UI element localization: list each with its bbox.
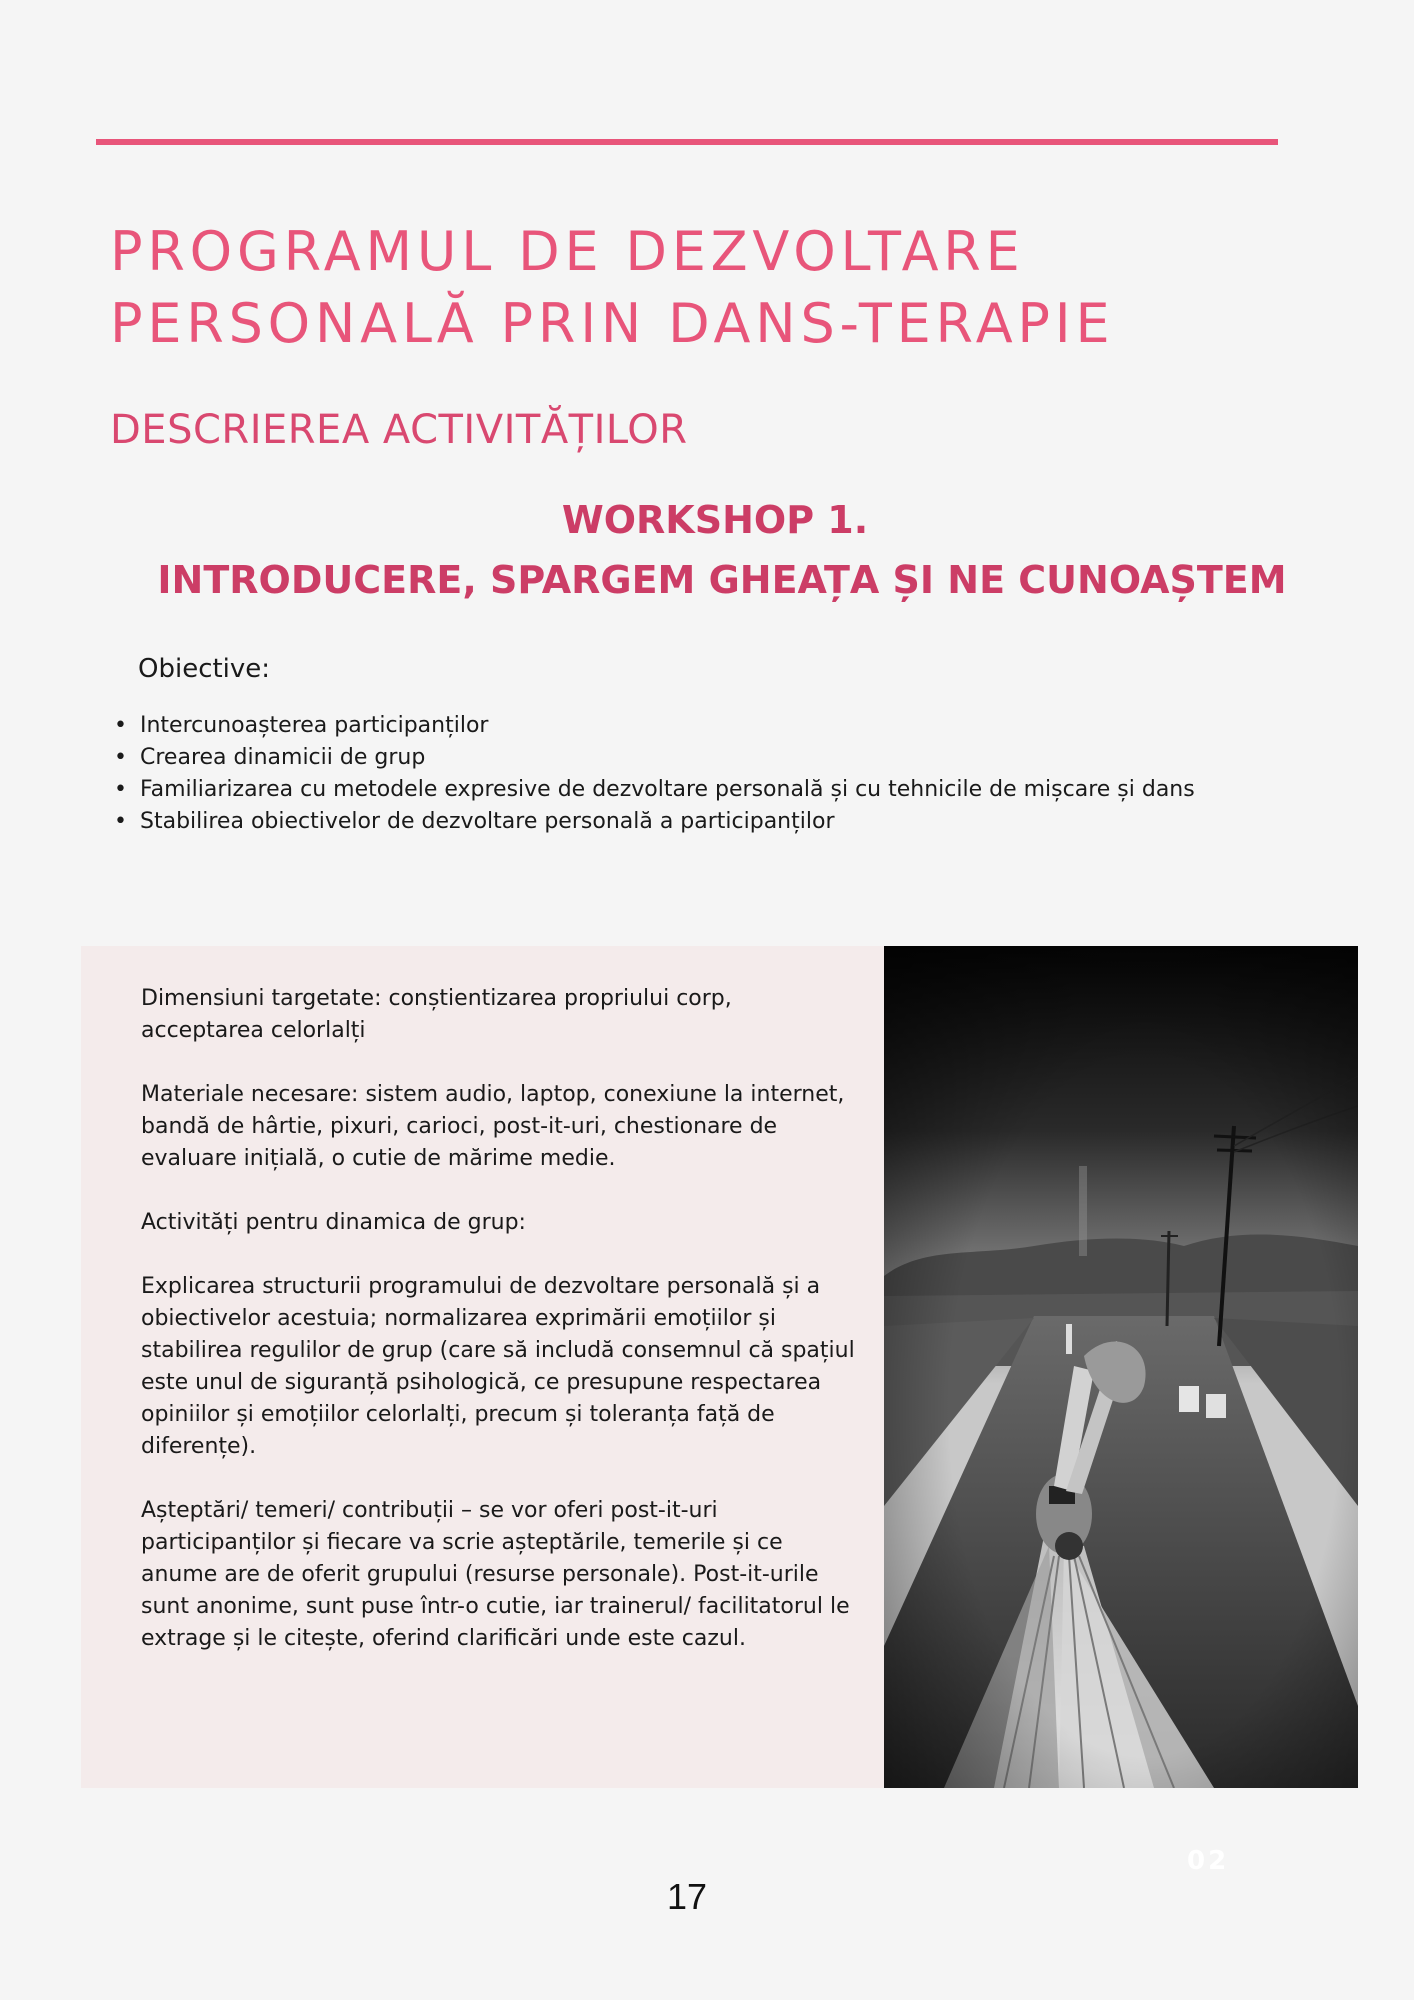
faint-page-marker: 02 bbox=[1187, 1846, 1230, 1876]
workshop-number: WORKSHOP 1. bbox=[561, 498, 869, 542]
activity-description: Explicarea structurii programului de dezvoltare personală și a obiectivelor acestuia; normalizarea exprimării emoțiilor și stabilirea regulilor de grup (care să includă consemnul că spațiul este unul de siguranță psihologică, ce presupune respectarea opiniilor și emoțiilor celorlalți, precum și toleranța față de diferențe). bbox=[141, 1274, 855, 1459]
title-line-2: PERSONALĂ PRIN DANS-TERAPIE bbox=[110, 292, 1115, 355]
top-divider bbox=[96, 139, 1278, 145]
activities-heading: Activități pentru dinamica de grup: bbox=[141, 1210, 526, 1235]
objectives-label: Obiective: bbox=[138, 654, 271, 684]
objective-item: • Familiarizarea cu metodele expresive de dezvoltare personală și cu tehnicile de mișcare și dans bbox=[140, 774, 1220, 806]
objectives-list bbox=[140, 710, 1220, 838]
section-subtitle: DESCRIEREA ACTIVITĂȚILOR bbox=[110, 407, 688, 453]
objective-item: • Stabilirea obiectivelor de dezvoltare personală a participanților bbox=[140, 806, 1220, 838]
workshop-heading bbox=[0, 490, 1414, 610]
activity-description: Așteptări/ temeri/ contribuții – se vor oferi post-it-uri participanților și fiecare va scrie așteptările, temerile și ce anume are de oferit grupului (resurse personale). Post-it-urile sunt anonime, sunt puse într-o cutie, iar trainerul/ facilitatorul le extrage și le citește, oferind clarificări unde este cazul. bbox=[141, 1498, 850, 1651]
required-materials: Materiale necesare: sistem audio, laptop, conexiune la internet, bandă de hârtie, pixuri, carioci, post-it-uri, chestionare de evaluare inițială, o cutie de mărime medie. bbox=[141, 1082, 845, 1171]
title-line-1: PROGRAMUL DE DEZVOLTARE bbox=[110, 220, 1025, 283]
target-dimensions: Dimensiuni targetate: conștientizarea propriului corp, acceptarea celorlalți bbox=[141, 986, 732, 1043]
workshop-title: INTRODUCERE, SPARGEM GHEAȚA ȘI NE CUNOAȘTEM bbox=[157, 558, 1287, 602]
objective-item: • Intercunoașterea participanților bbox=[140, 710, 1220, 742]
page-title bbox=[110, 216, 1114, 360]
page-number: 17 bbox=[666, 1876, 708, 1917]
objective-item: • Crearea dinamicii de grup bbox=[140, 742, 1220, 774]
dancer-on-road-photo bbox=[884, 946, 1358, 1788]
details-text bbox=[141, 983, 861, 1687]
